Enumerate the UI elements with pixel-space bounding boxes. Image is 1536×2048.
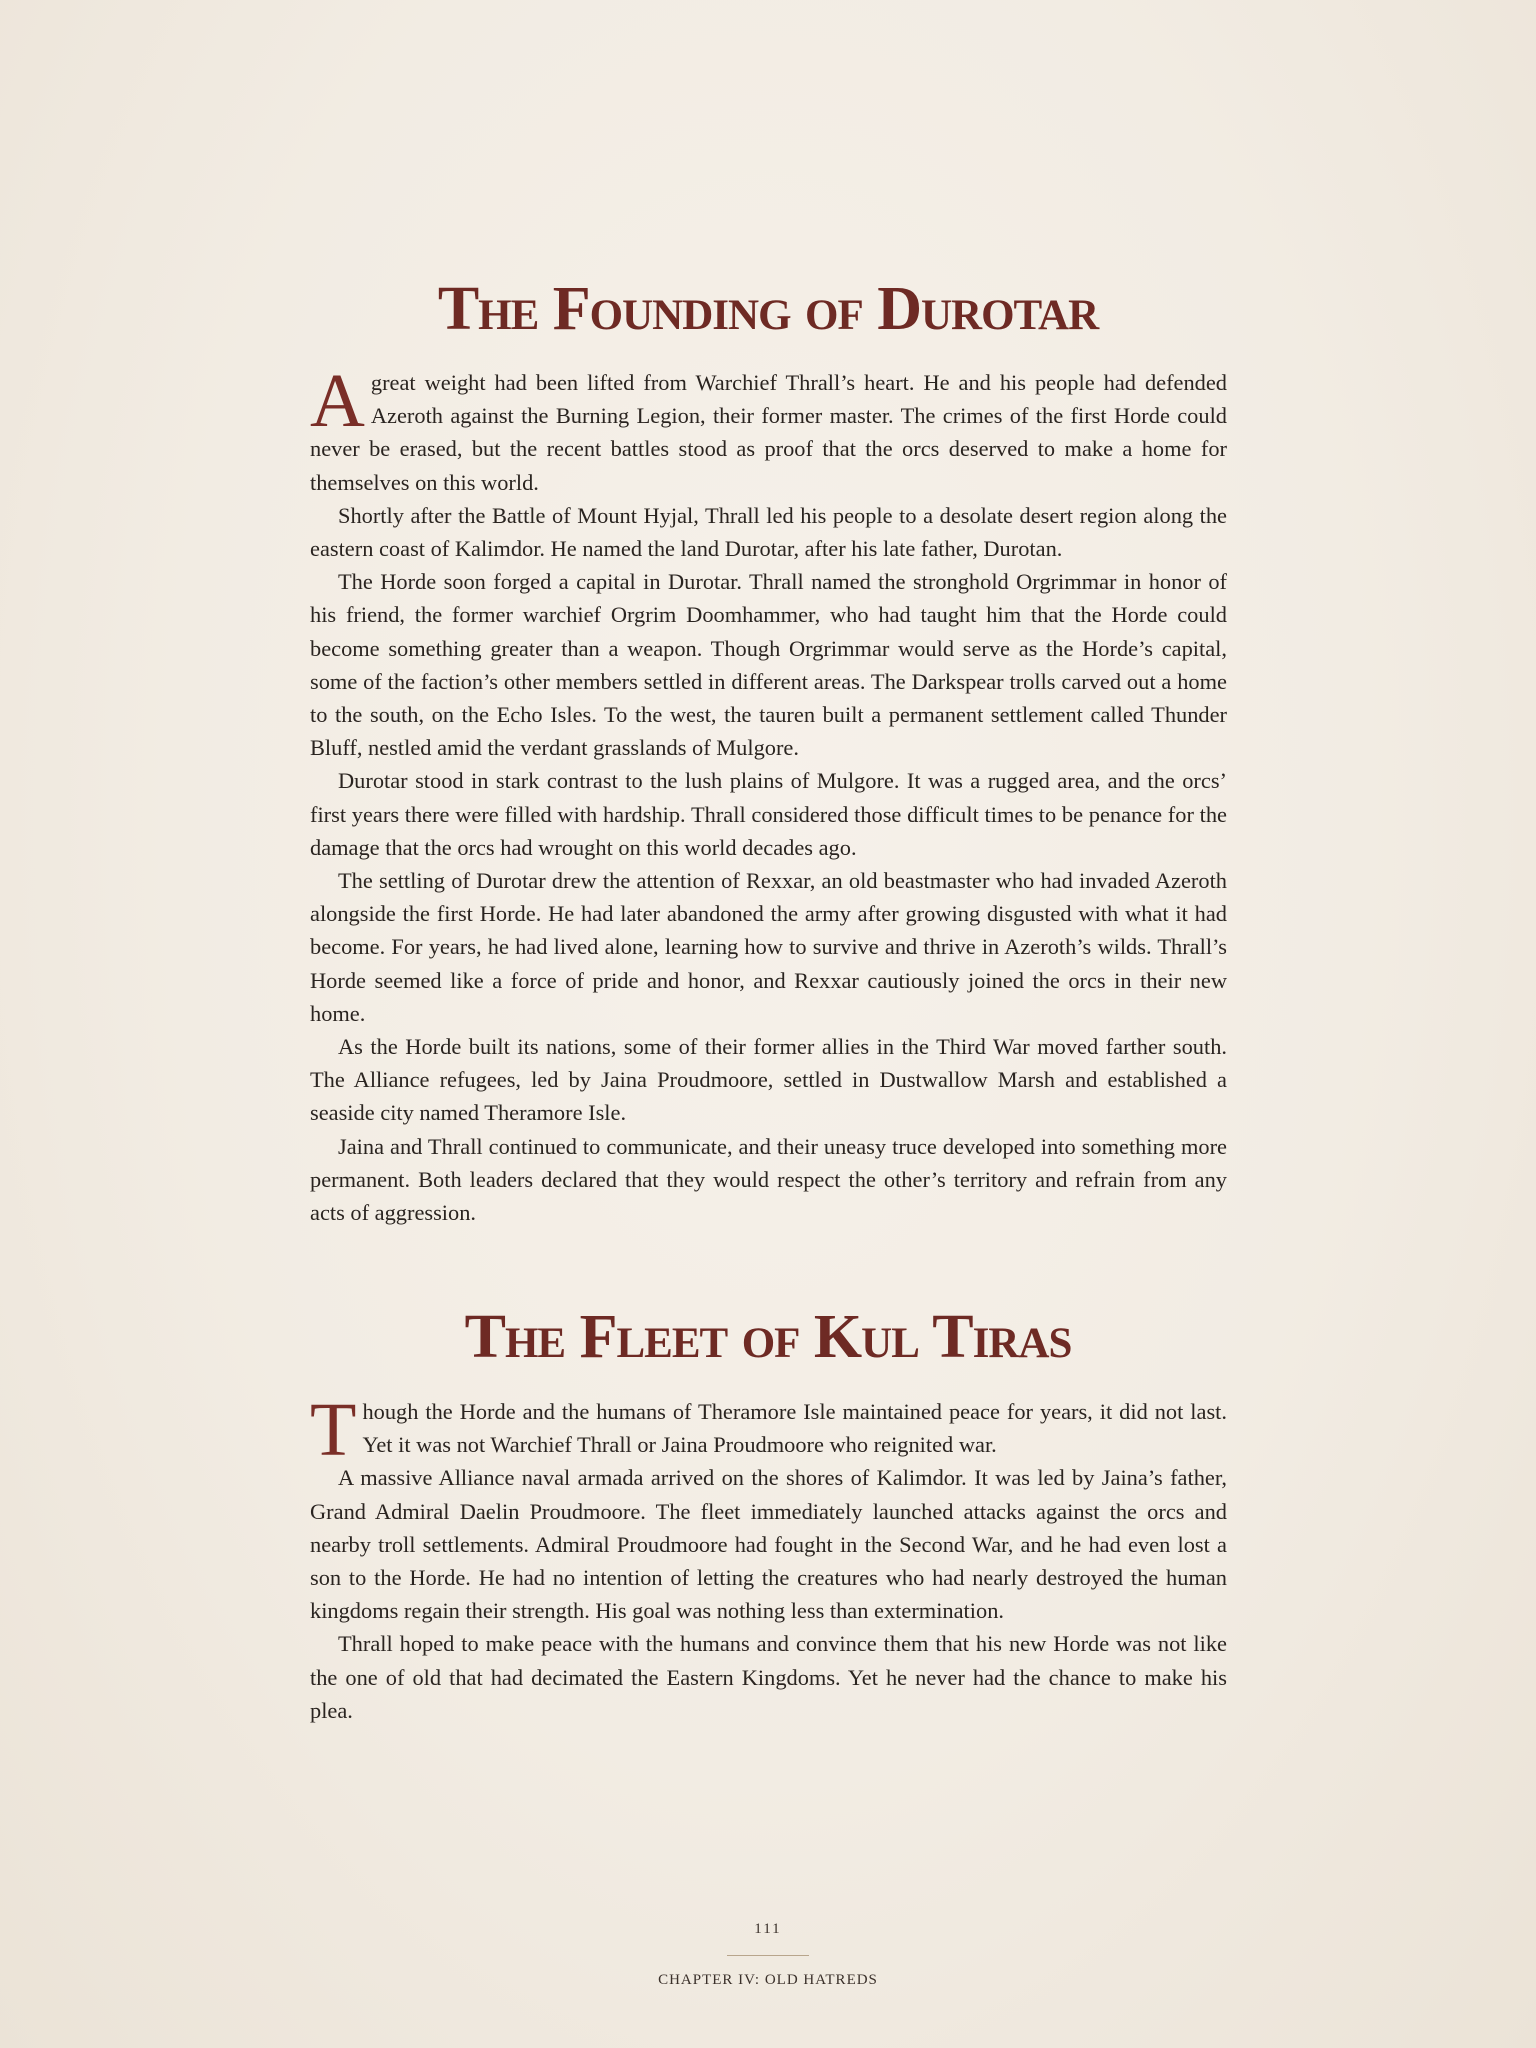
paragraph-text: great weight had been lifted from Warchief Thrall’s heart. He and his people had defended Azeroth against the Burning Legion, their former master. The crimes of the first Horde could never be erased, but the recent battles stood as proof that the orcs deserved to make a home for themselves on this world. (310, 370, 1227, 495)
drop-cap: A (310, 359, 365, 443)
paragraph: The settling of Durotar drew the attention of Rexxar, an old beastmaster who had invaded Azeroth alongside the first Horde. He had later abandoned the army after growing disgusted with what it had become. For years, he had lived alone, learning how to survive and thrive in Azeroth’s wilds. Thrall’s Horde seemed like a force of pride and honor, and Rexxar cautiously joined the orcs in their new home. (310, 868, 1227, 1026)
section-body-fleet-of-kul-tiras (310, 1388, 1227, 1727)
paragraph: A massive Alliance naval armada arrived on the shores of Kalimdor. It was led by Jaina’s father, Grand Admiral Daelin Proudmoore. The fleet immediately launched attacks against the orcs and nearby troll settlements. Admiral Proudmoore had fought in the Second War, and he had even lost a son to the Horde. He had no intention of letting the creatures who had nearly destroyed the human kingdoms regain their strength. His goal was nothing less than extermination. (310, 1465, 1227, 1624)
paragraph-text: hough the Horde and the humans of Theramore Isle maintained peace for years, it did not last. Yet it was not Warchief Thrall or Jaina Proudmoore who reignited war. (362, 1399, 1227, 1458)
paragraph: The Horde soon forged a capital in Durotar. Thrall named the stronghold Orgrimmar in honor of his friend, the former warchief Orgrim Doomhammer, who had taught him that the Horde could become something greater than a weapon. Though Orgrimmar would serve as the Horde’s capital, some of the faction’s other members settled in different areas. The Darkspear trolls carved out a home to the south, on the Echo Isles. To the west, the tauren built a permanent settlement called Thunder Bluff, nestled amid the verdant grasslands of Mulgore. (310, 569, 1227, 761)
paragraph: Shortly after the Battle of Mount Hyjal, Thrall led his people to a desolate desert region along the eastern coast of Kalimdor. He named the land Durotar, after his late father, Durotan. (310, 502, 1227, 562)
paragraph: Durotar stood in stark contrast to the lush plains of Mulgore. It was a rugged area, and the orcs’ first years there were filled with hardship. Thrall considered those difficult times to be penance for the damage that the orcs had wrought on this world decades ago. (310, 768, 1227, 860)
paragraph (310, 359, 1227, 499)
section-title-fleet-of-kul-tiras: The Fleet of Kul Tiras (464, 1303, 1072, 1371)
page-number: 111 (754, 1921, 782, 1937)
section-title-founding-of-durotar: The Founding of Durotar (437, 275, 1099, 343)
footer-divider (727, 1955, 809, 1956)
paragraph (310, 1388, 1227, 1472)
paragraph: Jaina and Thrall continued to communicate, and their uneasy truce developed into something more permanent. Both leaders declared that they would respect the other’s territory and refrain from any acts of aggression. (310, 1133, 1227, 1226)
paragraph: Thrall hoped to make peace with the humans and convince them that his new Horde was not like the one of old that had decimated the Eastern Kingdoms. Yet he never had the chance to make his plea. (310, 1631, 1227, 1723)
chapter-title: CHAPTER IV: OLD HATREDS (658, 1972, 878, 1988)
drop-cap: T (310, 1388, 357, 1472)
paragraph: As the Horde built its nations, some of their former allies in the Third War moved farther south. The Alliance refugees, led by Jaina Proudmoore, settled in Dustwallow Marsh and established a seaside city named Theramore Isle. (310, 1034, 1227, 1126)
section-body-founding-of-durotar (310, 359, 1227, 1229)
